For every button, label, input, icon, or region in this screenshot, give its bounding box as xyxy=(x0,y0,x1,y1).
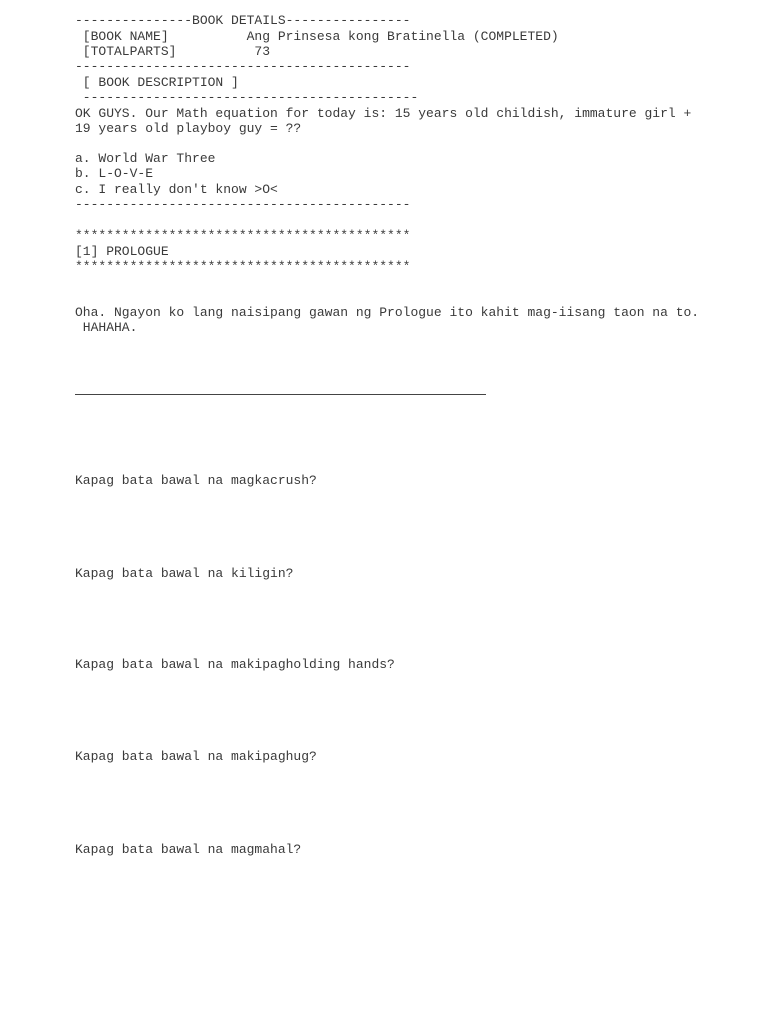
question-line: Kapag bata bawal na makipagholding hands? xyxy=(75,657,395,672)
description-paragraph-line-1: OK GUYS. Our Math equation for today is: 15 years old childish, immature girl + xyxy=(75,106,692,121)
question-line: Kapag bata bawal na makipaghug? xyxy=(75,749,317,764)
chapter-intro-line-1: Oha. Ngayon ko lang naisipang gawan ng Prologue ito kahit mag-iisang taon na to. xyxy=(75,305,700,320)
book-name-line: [BOOK NAME] Ang Prinsesa kong Bratinella (COMPLETED) xyxy=(75,29,559,44)
question-line: Kapag bata bawal na magkacrush? xyxy=(75,473,317,488)
description-option-a: a. World War Three xyxy=(75,151,216,166)
question-line: Kapag bata bawal na kiligin? xyxy=(75,566,294,581)
chapter-stars-bottom: ******************************************* xyxy=(75,259,411,274)
chapter-intro-line-2: HAHAHA. xyxy=(75,320,138,335)
horizontal-rule xyxy=(75,394,486,395)
question-line: Kapag bata bawal na magmahal? xyxy=(75,842,302,857)
description-paragraph-line-2: 19 years old playboy guy = ?? xyxy=(75,121,302,136)
chapter-title: [1] PROLOGUE xyxy=(75,244,169,259)
total-parts-line: [TOTALPARTS] 73 xyxy=(75,44,271,59)
description-option-b: b. L-O-V-E xyxy=(75,166,154,181)
chapter-stars-top: ******************************************* xyxy=(75,228,411,243)
book-description-header-divider: ------------------------------------------- xyxy=(75,90,419,105)
book-description-header: [ BOOK DESCRIPTION ] xyxy=(75,75,239,90)
book-description-divider: ------------------------------------------- xyxy=(75,197,411,212)
book-details-divider: ------------------------------------------- xyxy=(75,59,411,74)
book-details-header: ---------------BOOK DETAILS---------------- xyxy=(75,13,411,28)
description-option-c: c. I really don't know >O< xyxy=(75,182,278,197)
